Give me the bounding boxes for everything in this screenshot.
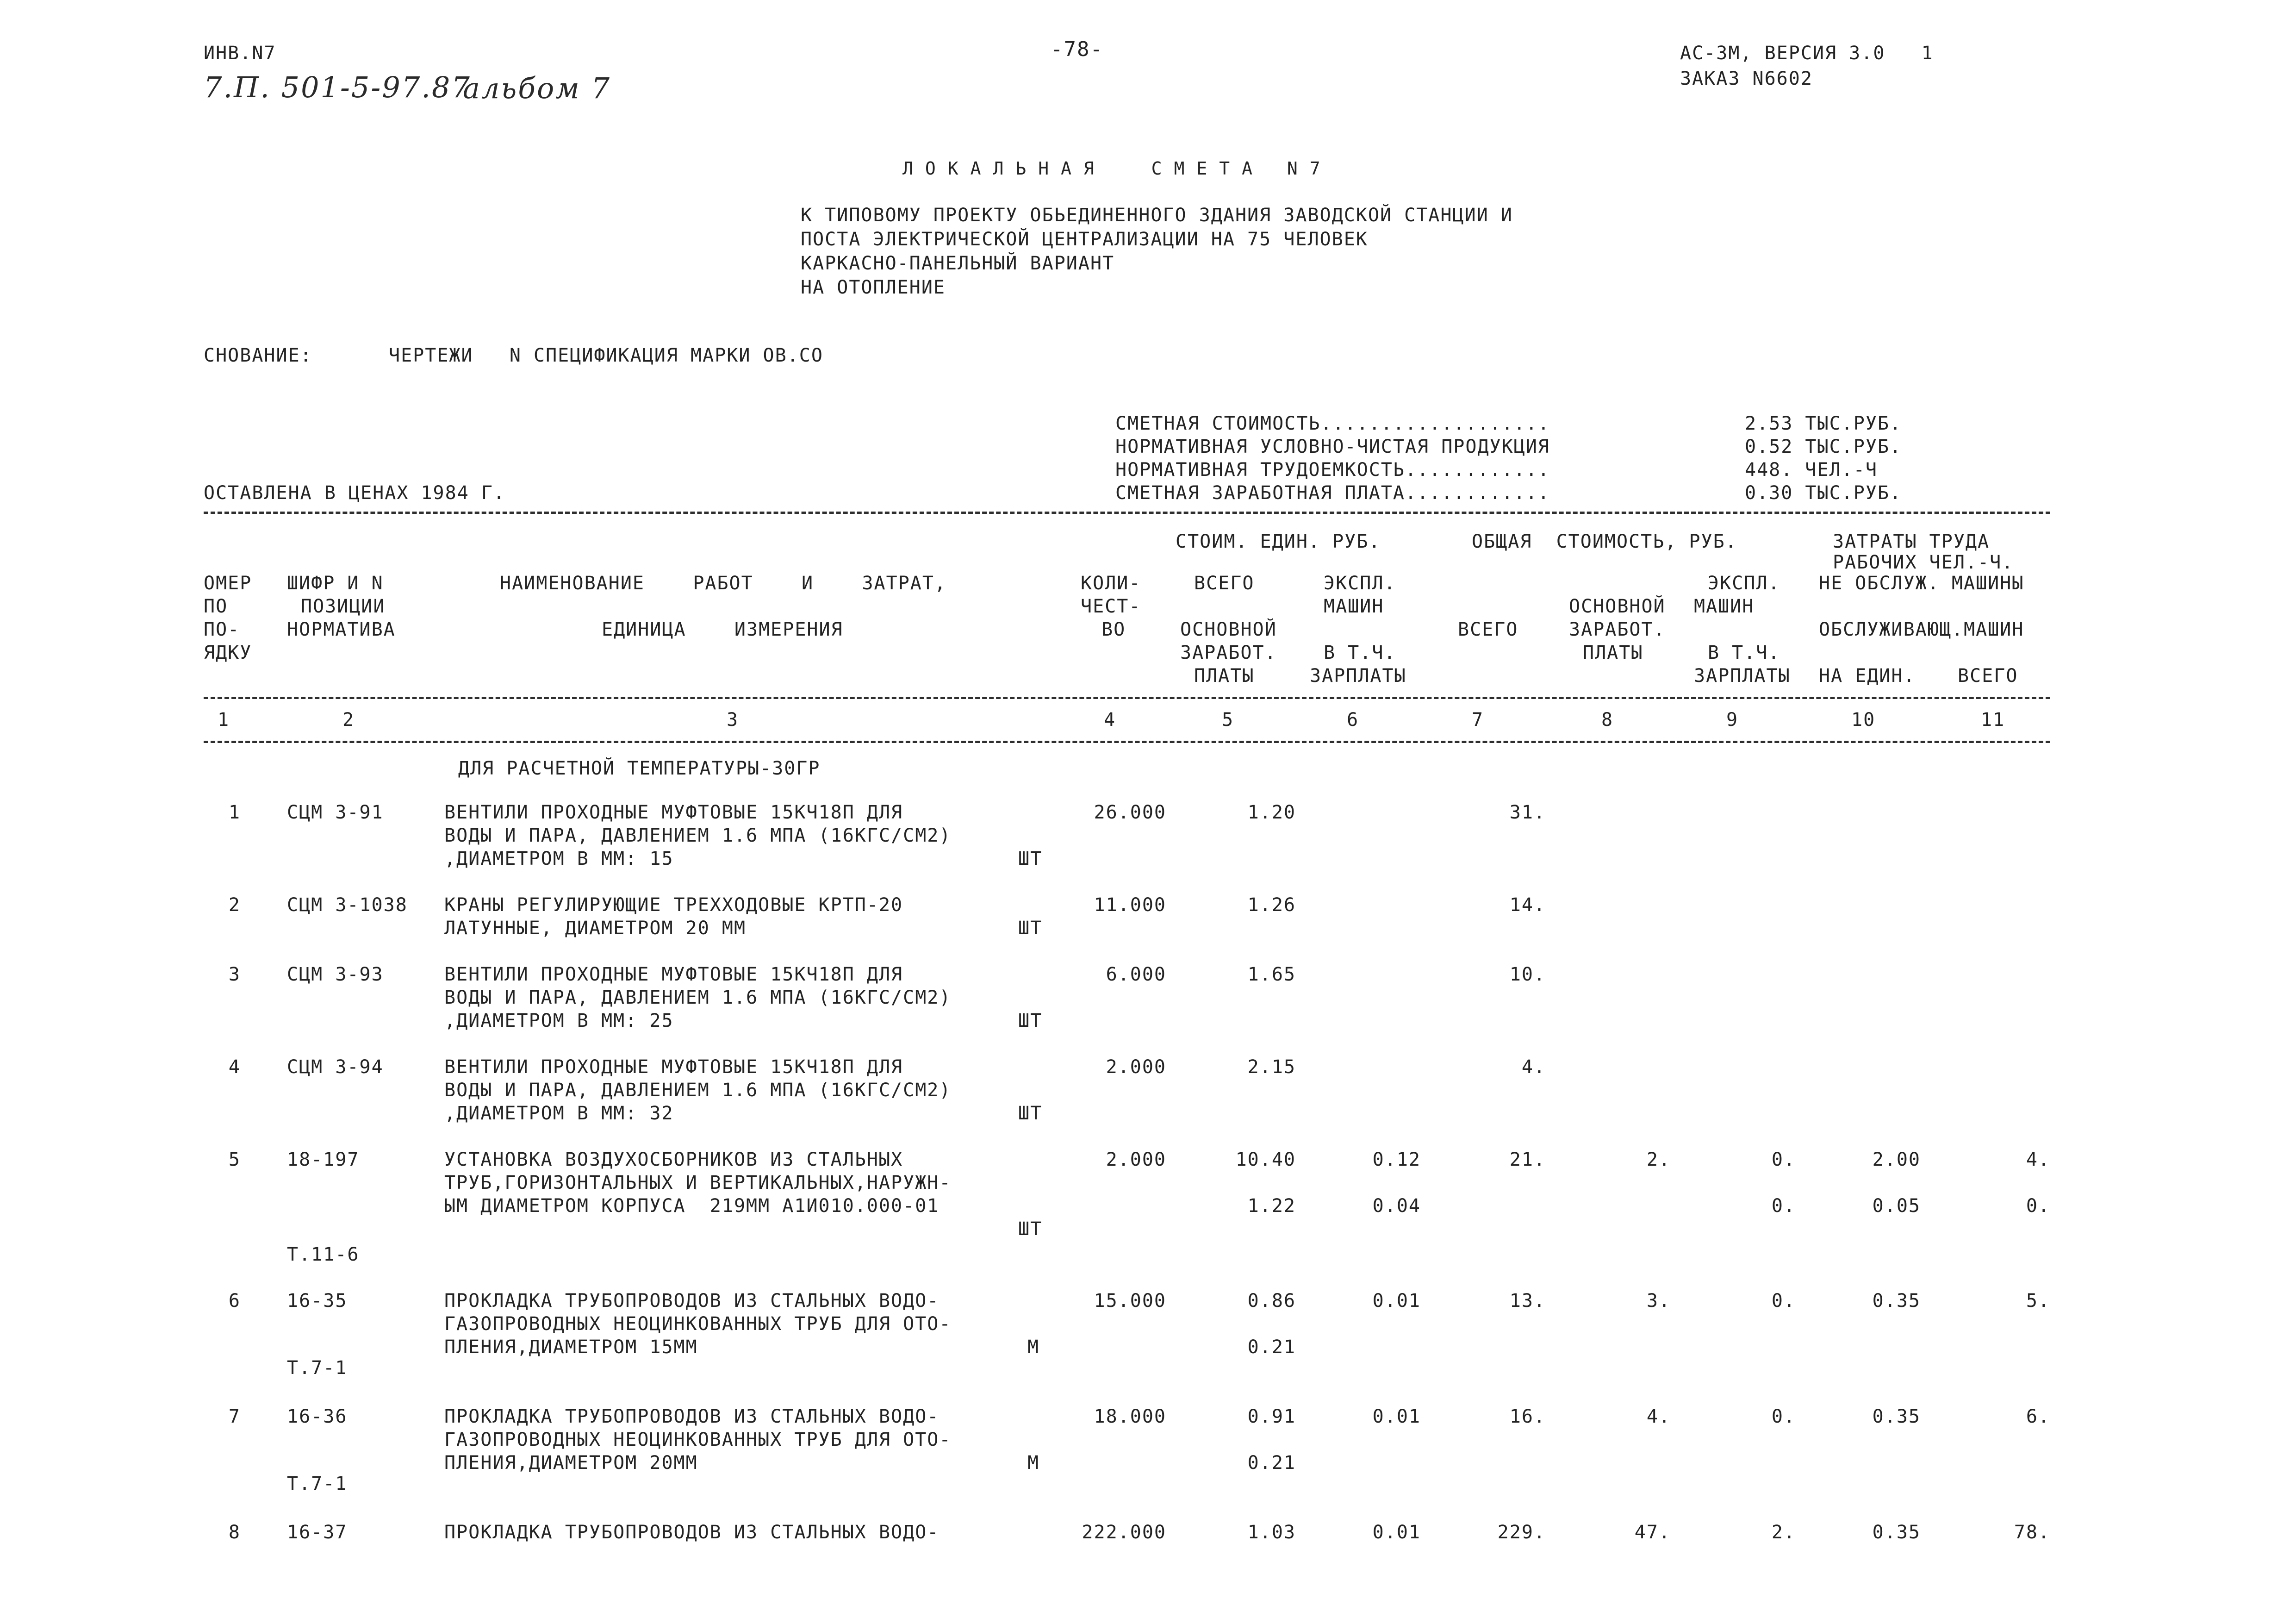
title-line-3: КАРКАСНО-ПАНЕЛЬНЫЙ ВАРИАНТ xyxy=(801,253,1115,274)
row6-unit-cost: 0.86 xyxy=(1247,1290,1296,1312)
row3-code: СЦМ 3-93 xyxy=(287,964,384,985)
row7-name-1: ПРОКЛАДКА ТРУБОПРОВОДОВ ИЗ СТАЛЬНЫХ ВОДО- xyxy=(444,1406,940,1427)
hdr-c10: НА ЕДИН. xyxy=(1819,665,1916,687)
title-line-4: НА ОТОПЛЕНИЕ xyxy=(801,277,946,298)
row5-name-3: ЫМ ДИАМЕТРОМ КОРПУСА 219ММ А1И010.000-01 xyxy=(444,1195,940,1217)
hdr-c8-line3: ПЛАТЫ xyxy=(1583,642,1643,663)
row6-name-3: ПЛЕНИЯ,ДИАМЕТРОМ 15ММ xyxy=(444,1337,698,1358)
hdr-c8-line2: ЗАРАБОТ. xyxy=(1569,619,1666,640)
rule-header-bottom xyxy=(204,697,2050,699)
row8-labor-total: 78. xyxy=(2014,1522,2050,1543)
row1-code: СЦМ 3-91 xyxy=(287,802,384,823)
row1-name-1: ВЕНТИЛИ ПРОХОДНЫЕ МУФТОВЫЕ 15КЧ18П ДЛЯ xyxy=(444,802,903,823)
row5-unit-cost: 10.40 xyxy=(1235,1149,1296,1170)
row2-name-2: ЛАТУННЫЕ, ДИАМЕТРОМ 20 ММ xyxy=(444,918,747,939)
col-num-6: 6 xyxy=(1347,709,1359,731)
row6-code: 16-35 xyxy=(287,1290,348,1312)
row7-code: 16-36 xyxy=(287,1406,348,1427)
row5-name-1: УСТАНОВКА ВОЗДУХОСБОРНИКОВ ИЗ СТАЛЬНЫХ xyxy=(444,1149,903,1170)
col-num-9: 9 xyxy=(1726,709,1739,731)
handwritten-album: альбом 7 xyxy=(463,71,611,105)
row5-num: 5 xyxy=(228,1149,241,1170)
row5-qty: 2.000 xyxy=(1106,1149,1166,1170)
hdr-c9-line3: В Т.Ч. xyxy=(1708,642,1780,663)
hdr-c1-line4: ЯДКУ xyxy=(204,642,252,663)
row6-unit-machine: 0.01 xyxy=(1372,1290,1421,1312)
row3-unit: ШТ xyxy=(1018,1010,1043,1031)
hdr-c9-line2: МАШИН xyxy=(1694,596,1755,617)
row7-unit-cost: 0.91 xyxy=(1247,1406,1296,1427)
hdr-c5-line1: ВСЕГО xyxy=(1194,573,1255,594)
row7-unit-wage: 0.21 xyxy=(1247,1452,1296,1474)
hdr-c5-line2: ОСНОВНОЙ xyxy=(1180,619,1277,640)
hdr-c6-line1: ЭКСПЛ. xyxy=(1324,573,1396,594)
system-version: АС-3М, ВЕРСИЯ 3.0 1 xyxy=(1680,43,1934,64)
row1-name-3: ,ДИАМЕТРОМ В ММ: 15 xyxy=(444,848,674,869)
hdr-c2-line3: НОРМАТИВА xyxy=(287,619,396,640)
row5-unit-wage: 1.22 xyxy=(1247,1195,1296,1217)
col-num-8: 8 xyxy=(1601,709,1614,731)
section-title: ДЛЯ РАСЧЕТНОЙ ТЕМПЕРАТУРЫ-30ГР xyxy=(458,758,821,779)
row7-name-3: ПЛЕНИЯ,ДИАМЕТРОМ 20ММ xyxy=(444,1452,698,1474)
row4-unit: ШТ xyxy=(1018,1103,1043,1124)
hdr-c2-line1: ШИФР И N xyxy=(287,573,384,594)
row2-total: 14. xyxy=(1509,894,1546,916)
hdr-c9-line1: ЭКСПЛ. xyxy=(1708,573,1780,594)
row5-labor-total: 4. xyxy=(2026,1149,2050,1170)
row4-code: СЦМ 3-94 xyxy=(287,1056,384,1078)
hdr-labor-line2: РАБОЧИХ ЧЕЛ.-Ч. xyxy=(1833,552,2014,573)
row2-code: СЦМ 3-1038 xyxy=(287,894,408,916)
col-num-4: 4 xyxy=(1104,709,1116,731)
row7-total: 16. xyxy=(1509,1406,1546,1427)
row6-total: 13. xyxy=(1509,1290,1546,1312)
row8-total: 229. xyxy=(1497,1522,1546,1543)
hdr-c11: ВСЕГО xyxy=(1958,665,2018,687)
hdr-c4-line1: КОЛИ- xyxy=(1081,573,1141,594)
row1-total: 31. xyxy=(1509,802,1546,823)
row5-unit: ШТ xyxy=(1018,1218,1043,1240)
row8-total-machine: 2. xyxy=(1771,1522,1796,1543)
row6-name-1: ПРОКЛАДКА ТРУБОПРОВОДОВ ИЗ СТАЛЬНЫХ ВОДО- xyxy=(444,1290,940,1312)
row5-name-2: ТРУБ,ГОРИЗОНТАЛЬНЫХ И ВЕРТИКАЛЬНЫХ,НАРУЖН- xyxy=(444,1172,952,1193)
row3-qty: 6.000 xyxy=(1106,964,1166,985)
row8-qty: 222.000 xyxy=(1082,1522,1166,1543)
hdr-c3-name: НАИМЕНОВАНИЕ РАБОТ И ЗАТРАТ, xyxy=(500,573,947,594)
summary-value-4: 0.30 ТЫС.РУБ. xyxy=(1745,482,1902,504)
row3-num: 3 xyxy=(228,964,241,985)
row8-total-wage: 47. xyxy=(1634,1522,1671,1543)
summary-label-3: НОРМАТИВНАЯ ТРУДОЕМКОСТЬ............ xyxy=(1115,459,1550,481)
row7-labor-unit: 0.35 xyxy=(1872,1406,1921,1427)
hdr-c6-line4: ЗАРПЛАТЫ xyxy=(1310,665,1406,687)
col-num-1: 1 xyxy=(218,709,230,731)
row8-num: 8 xyxy=(228,1522,241,1543)
hdr-group-unit-cost: СТОИМ. ЕДИН. РУБ. xyxy=(1176,531,1381,552)
row5-unit-machine-wage: 0.04 xyxy=(1372,1195,1421,1217)
summary-label-4: СМЕТНАЯ ЗАРАБОТНАЯ ПЛАТА............ xyxy=(1115,482,1550,504)
row5-total-wage: 2. xyxy=(1646,1149,1671,1170)
row5-total-machine-wage: 0. xyxy=(1771,1195,1796,1217)
summary-label-2: НОРМАТИВНАЯ УСЛОВНО-ЧИСТАЯ ПРОДУКЦИЯ xyxy=(1115,436,1550,457)
hdr-c4-line2: ЧЕСТ- xyxy=(1081,596,1141,617)
hdr-group-total-cost: ОБЩАЯ СТОИМОСТЬ, РУБ. xyxy=(1472,531,1737,552)
row8-unit-machine: 0.01 xyxy=(1372,1522,1421,1543)
row1-qty: 26.000 xyxy=(1094,802,1166,823)
row4-name-3: ,ДИАМЕТРОМ В ММ: 32 xyxy=(444,1103,674,1124)
row2-unit: ШТ xyxy=(1018,918,1043,939)
row8-labor-unit: 0.35 xyxy=(1872,1522,1921,1543)
hdr-c6-line3: В Т.Ч. xyxy=(1324,642,1396,663)
row5-total-machine: 0. xyxy=(1771,1149,1796,1170)
row3-unit-cost: 1.65 xyxy=(1247,964,1296,985)
row6-qty: 15.000 xyxy=(1094,1290,1166,1312)
row3-total: 10. xyxy=(1509,964,1546,985)
basis-value: ЧЕРТЕЖИ N СПЕЦИФИКАЦИЯ МАРКИ ОВ.СО xyxy=(389,345,823,366)
row4-unit-cost: 2.15 xyxy=(1247,1056,1296,1078)
summary-value-1: 2.53 ТЫС.РУБ. xyxy=(1745,413,1902,434)
hdr-c1-line2: ПО xyxy=(204,596,228,617)
col-num-2: 2 xyxy=(342,709,355,731)
hdr-c2-line2: ПОЗИЦИИ xyxy=(301,596,386,617)
row6-total-machine: 0. xyxy=(1771,1290,1796,1312)
row5-note: Т.11-6 xyxy=(287,1244,360,1265)
hdr-labor-line1: ЗАТРАТЫ ТРУДА xyxy=(1833,531,1990,552)
hdr-c5-line3: ЗАРАБОТ. xyxy=(1180,642,1277,663)
row4-num: 4 xyxy=(228,1056,241,1078)
row5-unit-machine: 0.12 xyxy=(1372,1149,1421,1170)
hdr-labor-serving: ОБСЛУЖИВАЮЩ.МАШИН xyxy=(1819,619,2024,640)
row7-unit-machine: 0.01 xyxy=(1372,1406,1421,1427)
basis-label: СНОВАНИЕ: xyxy=(204,345,312,366)
row4-total: 4. xyxy=(1521,1056,1546,1078)
row5-labor-total-serving: 0. xyxy=(2026,1195,2050,1217)
hdr-c6-line2: МАШИН xyxy=(1324,596,1384,617)
row7-labor-total: 6. xyxy=(2026,1406,2050,1427)
row4-name-2: ВОДЫ И ПАРА, ДАВЛЕНИЕМ 1.6 МПА (16КГС/СМ2) xyxy=(444,1080,952,1101)
col-num-7: 7 xyxy=(1472,709,1484,731)
hdr-c8-line1: ОСНОВНОЙ xyxy=(1569,596,1666,617)
row1-num: 1 xyxy=(228,802,241,823)
row7-note: Т.7-1 xyxy=(287,1473,348,1494)
row8-name-1: ПРОКЛАДКА ТРУБОПРОВОДОВ ИЗ СТАЛЬНЫХ ВОДО- xyxy=(444,1522,940,1543)
row7-name-2: ГАЗОПРОВОДНЫХ НЕОЦИНКОВАННЫХ ТРУБ ДЛЯ ОТО- xyxy=(444,1429,952,1450)
row7-unit: М xyxy=(1027,1452,1040,1474)
row8-unit-cost: 1.03 xyxy=(1247,1522,1296,1543)
row7-num: 7 xyxy=(228,1406,241,1427)
row3-name-3: ,ДИАМЕТРОМ В ММ: 25 xyxy=(444,1010,674,1031)
row1-unit: ШТ xyxy=(1018,848,1043,869)
row2-qty: 11.000 xyxy=(1094,894,1166,916)
row6-labor-unit: 0.35 xyxy=(1872,1290,1921,1312)
hdr-c3-unit: ЕДИНИЦА ИЗМЕРЕНИЯ xyxy=(602,619,843,640)
row1-unit-cost: 1.20 xyxy=(1247,802,1296,823)
col-num-11: 11 xyxy=(1981,709,2005,731)
row6-unit-wage: 0.21 xyxy=(1247,1337,1296,1358)
row2-name-1: КРАНЫ РЕГУЛИРУЮЩИЕ ТРЕХХОДОВЫЕ КРТП-20 xyxy=(444,894,903,916)
rule-col-numbers xyxy=(204,741,2050,743)
prices-note: ОСТАВЛЕНА В ЦЕНАХ 1984 Г. xyxy=(204,482,506,504)
row8-code: 16-37 xyxy=(287,1522,348,1543)
summary-value-2: 0.52 ТЫС.РУБ. xyxy=(1745,436,1902,457)
hdr-c4-line3: ВО xyxy=(1101,619,1126,640)
row2-unit-cost: 1.26 xyxy=(1247,894,1296,916)
row6-name-2: ГАЗОПРОВОДНЫХ НЕОЦИНКОВАННЫХ ТРУБ ДЛЯ ОТО- xyxy=(444,1313,952,1335)
row7-qty: 18.000 xyxy=(1094,1406,1166,1427)
hdr-c7: ВСЕГО xyxy=(1458,619,1518,640)
row2-num: 2 xyxy=(228,894,241,916)
row6-num: 6 xyxy=(228,1290,241,1312)
col-num-10: 10 xyxy=(1851,709,1876,731)
row7-total-machine: 0. xyxy=(1771,1406,1796,1427)
row6-labor-total: 5. xyxy=(2026,1290,2050,1312)
row3-name-1: ВЕНТИЛИ ПРОХОДНЫЕ МУФТОВЫЕ 15КЧ18П ДЛЯ xyxy=(444,964,903,985)
hdr-c9-line4: ЗАРПЛАТЫ xyxy=(1694,665,1791,687)
col-num-5: 5 xyxy=(1222,709,1234,731)
inventory-number: ИНВ.N7 xyxy=(204,43,276,64)
hdr-labor-not-serving: НЕ ОБСЛУЖ. МАШИНЫ xyxy=(1819,573,2024,594)
hdr-c5-line4: ПЛАТЫ xyxy=(1194,665,1255,687)
hdr-c1-line3: ПО- xyxy=(204,619,240,640)
row5-code: 18-197 xyxy=(287,1149,360,1170)
row5-total: 21. xyxy=(1509,1149,1546,1170)
title-line-2: ПОСТА ЭЛЕКТРИЧЕСКОЙ ЦЕНТРАЛИЗАЦИИ НА 75 ЧЕЛОВЕК xyxy=(801,229,1368,250)
row5-labor-unit-serving: 0.05 xyxy=(1872,1195,1921,1217)
row6-unit: М xyxy=(1027,1337,1040,1358)
col-num-3: 3 xyxy=(727,709,739,731)
title-line-1: К ТИПОВОМУ ПРОЕКТУ ОБЬЕДИНЕННОГО ЗДАНИЯ ЗАВОДСКОЙ СТАНЦИИ И xyxy=(801,205,1513,226)
handwritten-doc-number: 7.П. 501-5-97.87 xyxy=(204,70,471,104)
row4-name-1: ВЕНТИЛИ ПРОХОДНЫЕ МУФТОВЫЕ 15КЧ18П ДЛЯ xyxy=(444,1056,903,1078)
hdr-c1-line1: ОМЕР xyxy=(204,573,252,594)
row3-name-2: ВОДЫ И ПАРА, ДАВЛЕНИЕМ 1.6 МПА (16КГС/СМ2) xyxy=(444,987,952,1008)
row5-labor-unit: 2.00 xyxy=(1872,1149,1921,1170)
summary-value-3: 448. ЧЕЛ.-Ч xyxy=(1745,459,1878,481)
page-number: -78- xyxy=(1051,37,1103,61)
estimate-title: ЛОКАЛЬНАЯ СМЕТА N7 xyxy=(902,158,1332,179)
row6-total-wage: 3. xyxy=(1646,1290,1671,1312)
row4-qty: 2.000 xyxy=(1106,1056,1166,1078)
rule-top xyxy=(204,512,2050,514)
row6-note: Т.7-1 xyxy=(287,1357,348,1379)
summary-label-1: СМЕТНАЯ СТОИМОСТЬ................... xyxy=(1115,413,1550,434)
row7-total-wage: 4. xyxy=(1646,1406,1671,1427)
order-number: ЗАКАЗ N6602 xyxy=(1680,68,1813,89)
row1-name-2: ВОДЫ И ПАРА, ДАВЛЕНИЕМ 1.6 МПА (16КГС/СМ2) xyxy=(444,825,952,846)
